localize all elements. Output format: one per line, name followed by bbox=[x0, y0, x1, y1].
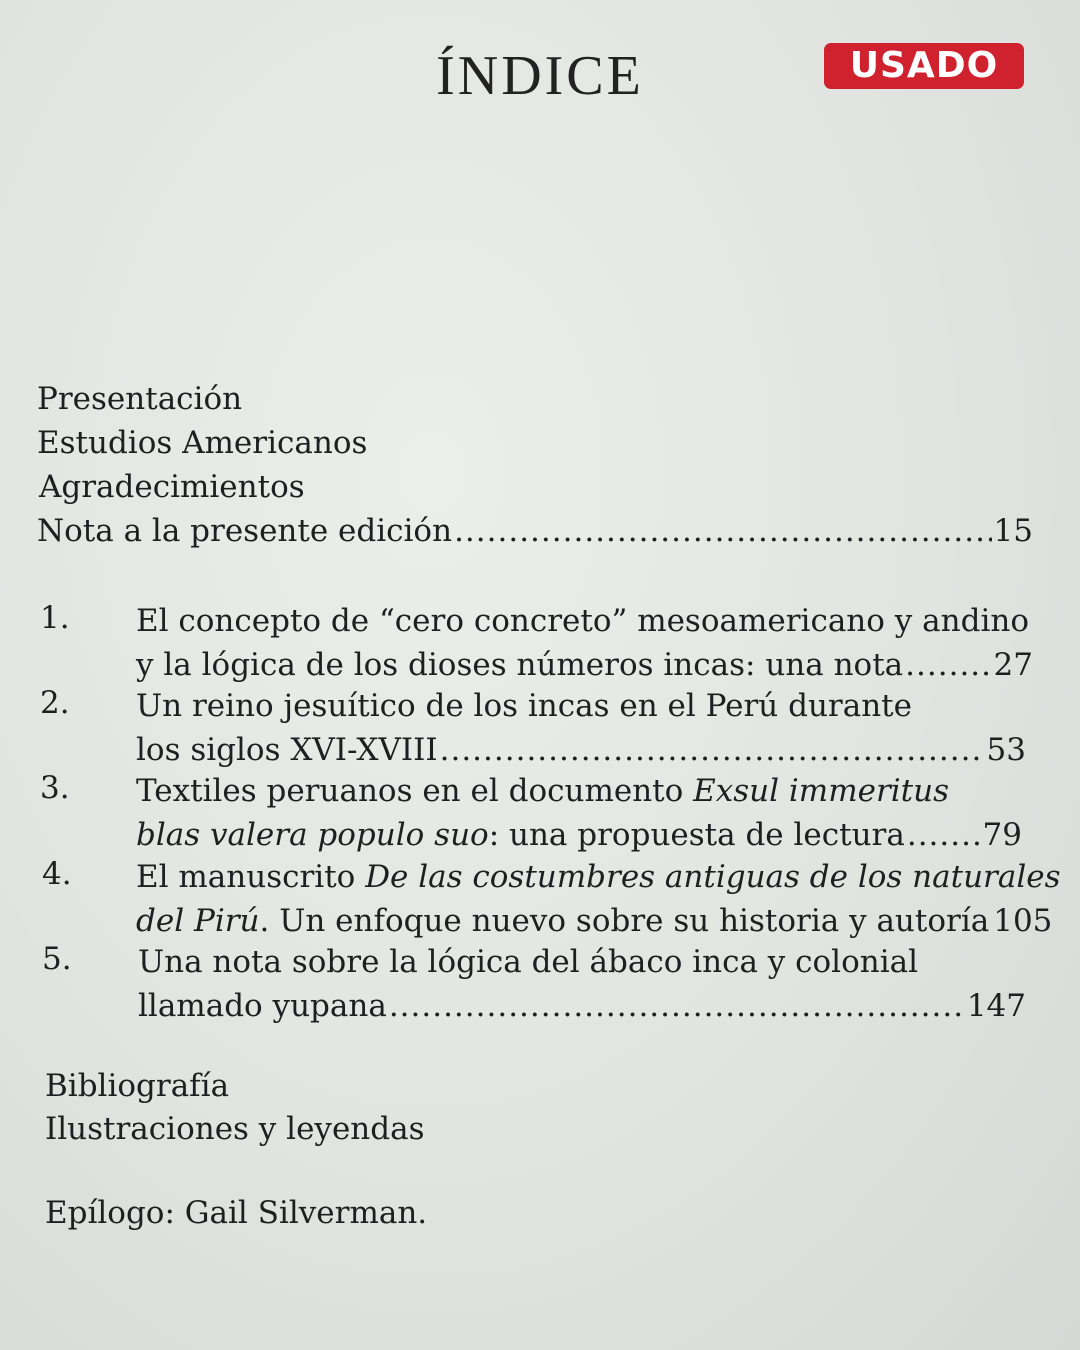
toc-page-number: 105 bbox=[993, 903, 1053, 939]
chapter-1-title-line2[interactable] bbox=[136, 647, 1033, 683]
chapter-4-title-line1[interactable] bbox=[136, 859, 1061, 895]
dot-leader bbox=[907, 820, 981, 851]
toc-entry-ilustraciones[interactable]: Ilustraciones y leyendas bbox=[45, 1111, 425, 1147]
chapter-number: 1. bbox=[40, 600, 70, 636]
toc-entry-epilogo[interactable]: Epílogo: Gail Silverman. bbox=[45, 1195, 428, 1231]
chapter-2-title-line2[interactable] bbox=[136, 732, 1026, 768]
chapter-3-title-line2[interactable] bbox=[136, 817, 1022, 853]
chapter-number: 2. bbox=[40, 685, 70, 721]
dot-leader bbox=[454, 516, 991, 547]
toc-page-number: 147 bbox=[966, 988, 1026, 1024]
toc-entry-nota-presente-edicion[interactable] bbox=[37, 513, 1033, 549]
toc-entry-label bbox=[136, 903, 990, 939]
page-title: ÍNDICE bbox=[436, 45, 644, 107]
chapter-title-text: : una propuesta de lectura bbox=[488, 817, 905, 853]
toc-entry-label: y la lógica de los dioses números incas: una nota bbox=[136, 647, 904, 683]
chapter-1-title-line1[interactable]: El concepto de “cero concreto” mesoamericano y andino bbox=[136, 603, 1029, 639]
chapter-number: 5. bbox=[42, 941, 72, 977]
chapter-title-italic: De las costumbres antiguas de los naturales bbox=[365, 859, 1061, 895]
chapter-number: 3. bbox=[40, 770, 70, 806]
toc-entry-estudios-americanos[interactable]: Estudios Americanos bbox=[37, 425, 368, 461]
chapter-3-title-line1[interactable] bbox=[136, 773, 950, 809]
toc-entry-label: los siglos XVI-XVIII bbox=[136, 732, 438, 768]
chapter-title-italic: del Pirú bbox=[136, 903, 260, 939]
chapter-title-text: Textiles peruanos en el documento bbox=[136, 773, 694, 809]
toc-page-number: 53 bbox=[986, 732, 1026, 768]
chapter-2-title-line1[interactable]: Un reino jesuítico de los incas en el Perú durante bbox=[136, 688, 912, 724]
chapter-5-title-line1[interactable]: Una nota sobre la lógica del ábaco inca y colonial bbox=[138, 944, 919, 980]
chapter-5-title-line2[interactable] bbox=[138, 988, 1026, 1024]
used-badge: USADO bbox=[824, 43, 1024, 89]
toc-page-number: 27 bbox=[993, 647, 1033, 683]
toc-entry-label: llamado yupana bbox=[138, 988, 387, 1024]
toc-entry-presentacion[interactable]: Presentación bbox=[37, 381, 243, 417]
dot-leader bbox=[440, 735, 985, 766]
chapter-title-text: . Un enfoque nuevo sobre su historia y autoría bbox=[259, 903, 990, 939]
chapter-number: 4. bbox=[42, 856, 72, 892]
dot-leader bbox=[905, 650, 991, 681]
chapter-title-text: El manuscrito bbox=[136, 859, 366, 895]
chapter-title-italic: blas valera populo suo bbox=[136, 817, 489, 853]
toc-entry-label bbox=[136, 817, 905, 853]
dot-leader bbox=[389, 991, 965, 1022]
toc-page-number: 79 bbox=[982, 817, 1022, 853]
toc-entry-label: Nota a la presente edición bbox=[37, 513, 453, 549]
toc-entry-bibliografia[interactable]: Bibliografía bbox=[45, 1068, 230, 1104]
toc-page-number: 15 bbox=[993, 513, 1033, 549]
chapter-title-italic: Exsul immeritus bbox=[693, 773, 950, 809]
toc-entry-agradecimientos[interactable]: Agradecimientos bbox=[39, 469, 305, 505]
chapter-4-title-line2[interactable] bbox=[136, 903, 1053, 939]
